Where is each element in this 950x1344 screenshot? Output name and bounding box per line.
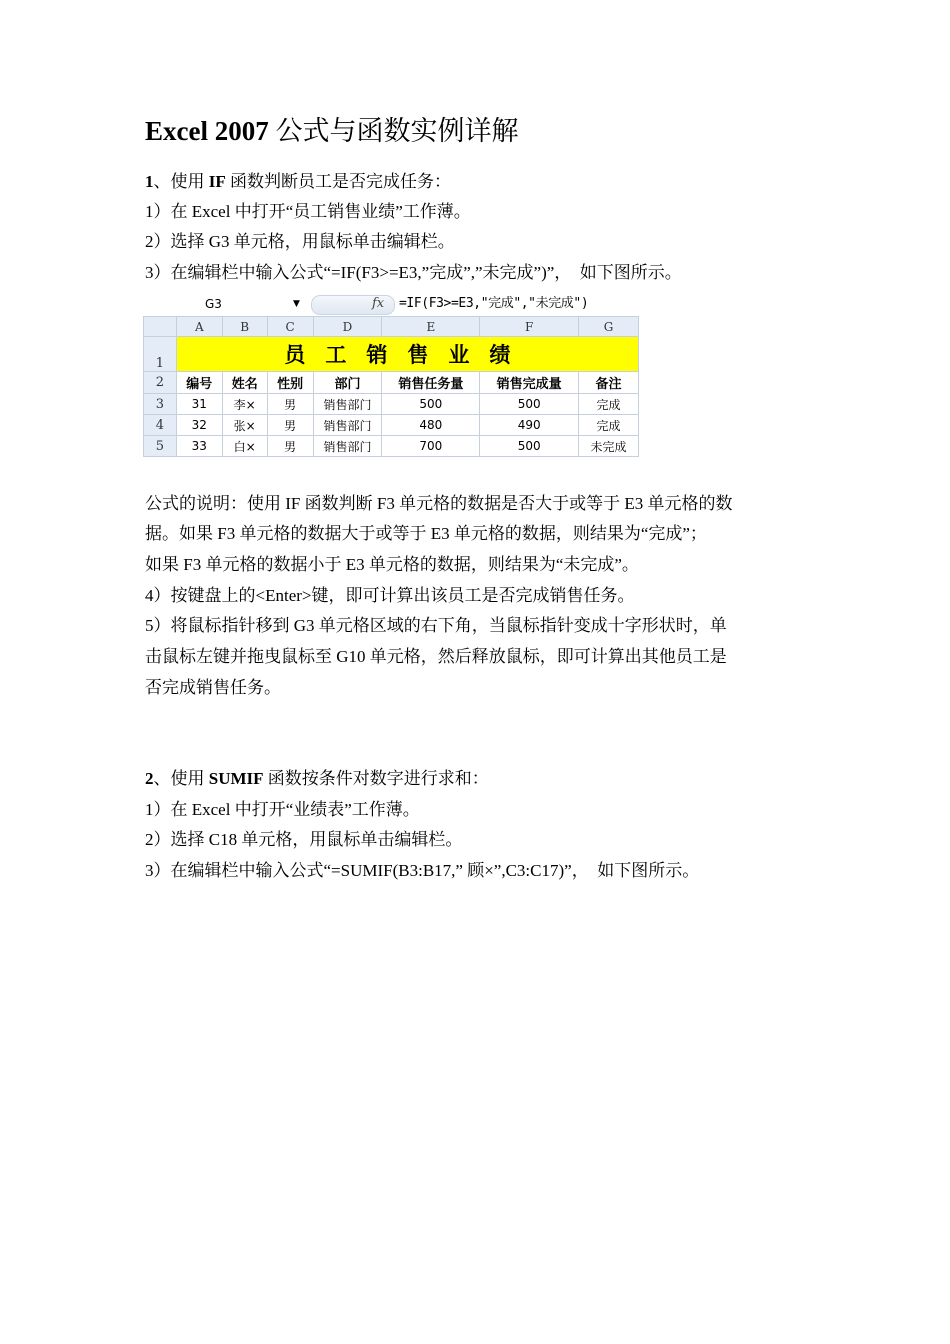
row-header: 5 (144, 436, 177, 457)
formula-text: =IF(F3>=E3,"完成","未完成") (399, 296, 589, 311)
table-header-cell: 部门 (313, 372, 382, 394)
section1-heading-pre: 、使用 (153, 172, 209, 191)
section1-step2: 2）选择 G3 单元格，用鼠标单击编辑栏。 (145, 232, 455, 251)
section1-step4: 4）按键盘上的<Enter>键，即可计算出该员工是否完成销售任务。 (145, 586, 635, 605)
explain-line-2: 据。如果 F3 单元格的数据大于或等于 E3 单元格的数据，则结果为“完成”； (145, 524, 707, 543)
table-header-cell: 备注 (579, 372, 639, 394)
fx-icon: fx (372, 296, 385, 311)
row-header: 2 (144, 372, 177, 394)
chevron-down-icon: ▼ (293, 299, 300, 309)
table-cell: 完成 (579, 394, 639, 415)
table-header-cell: 销售完成量 (480, 372, 579, 394)
formula-bar (143, 294, 639, 314)
section2-function-name: SUMIF (208, 769, 264, 788)
name-box (143, 295, 308, 313)
table-cell: 700 (382, 436, 480, 457)
table-cell: 男 (267, 394, 313, 415)
section2-heading (145, 767, 489, 791)
table-cell: 33 (176, 436, 222, 457)
table-header-cell: 销售任务量 (382, 372, 480, 394)
column-header: D (313, 317, 382, 337)
table-cell: 500 (480, 436, 579, 457)
section1-heading-post: 函数判断员工是否完成任务： (225, 172, 451, 191)
table-cell: 销售部门 (313, 415, 382, 436)
section2-heading-pre: 、使用 (153, 769, 209, 788)
table-header-cell: 姓名 (222, 372, 267, 394)
column-header: E (382, 317, 480, 337)
section2-step3: 3）在编辑栏中输入公式“=SUMIF(B3:B17,” 顾×”,C3:C17)”， 如下图所示。 (145, 861, 700, 880)
explain-line-1: 公式的说明：使用 IF 函数判断 F3 单元格的数据是否大于或等于 E3 单元格的数 (145, 494, 733, 513)
table-cell: 完成 (579, 415, 639, 436)
section2-heading-post: 函数按条件对数字进行求和： (263, 769, 489, 788)
page-title-rest: 公式与函数实例详解 (268, 116, 519, 146)
table-cell: 未完成 (579, 436, 639, 457)
table-cell: 男 (267, 415, 313, 436)
section1-step5-line1: 5）将鼠标指针移到 G3 单元格区域的右下角，当鼠标指针变成十字形状时，单 (145, 616, 727, 635)
name-box-value: G3 (205, 297, 222, 311)
column-header: A (176, 317, 222, 337)
section2-step2: 2）选择 C18 单元格，用鼠标单击编辑栏。 (145, 830, 463, 849)
table-cell: 32 (176, 415, 222, 436)
table-cell: 男 (267, 436, 313, 457)
section1-step1: 1）在 Excel 中打开“员工销售业绩”工作薄。 (145, 202, 471, 221)
column-header: C (267, 317, 313, 337)
table-header-cell: 编号 (176, 372, 222, 394)
table-cell: 500 (382, 394, 480, 415)
table-header-cell: 性别 (267, 372, 313, 394)
section1-step5-line3: 否完成销售任务。 (145, 678, 281, 697)
section1-number: 1 (145, 172, 154, 191)
table-cell: 480 (382, 415, 480, 436)
table-cell: 500 (480, 394, 579, 415)
section1-step5-line2: 击鼠标左键并拖曳鼠标至 G10 单元格，然后释放鼠标，即可计算出其他员工是 (145, 647, 727, 666)
section2-step1: 1）在 Excel 中打开“业绩表”工作薄。 (145, 800, 420, 819)
section1-step3: 3）在编辑栏中输入公式“=IF(F3>=E3,”完成”,”未完成”)”， 如下图所示。 (145, 263, 682, 282)
page-title-bold: Excel 2007 (145, 116, 269, 146)
grid-corner (144, 317, 177, 337)
row-header: 1 (144, 337, 177, 372)
table-cell: 31 (176, 394, 222, 415)
explain-line-3: 如果 F3 单元格的数据小于 E3 单元格的数据，则结果为“未完成”。 (145, 555, 639, 574)
page-title (145, 112, 518, 150)
spreadsheet-grid (143, 316, 639, 457)
section1-function-name: IF (208, 172, 226, 191)
row-header: 3 (144, 394, 177, 415)
table-cell: 张× (222, 415, 267, 436)
table-cell: 销售部门 (313, 394, 382, 415)
column-header: B (222, 317, 267, 337)
table-cell: 490 (480, 415, 579, 436)
excel-screenshot (143, 294, 639, 457)
banner-cell: 员工销售业绩 (176, 337, 638, 372)
table-cell: 李× (222, 394, 267, 415)
section1-heading (145, 170, 451, 194)
row-header: 4 (144, 415, 177, 436)
section2-number: 2 (145, 769, 154, 788)
column-header: G (579, 317, 639, 337)
table-cell: 销售部门 (313, 436, 382, 457)
table-cell: 白× (222, 436, 267, 457)
column-header: F (480, 317, 579, 337)
